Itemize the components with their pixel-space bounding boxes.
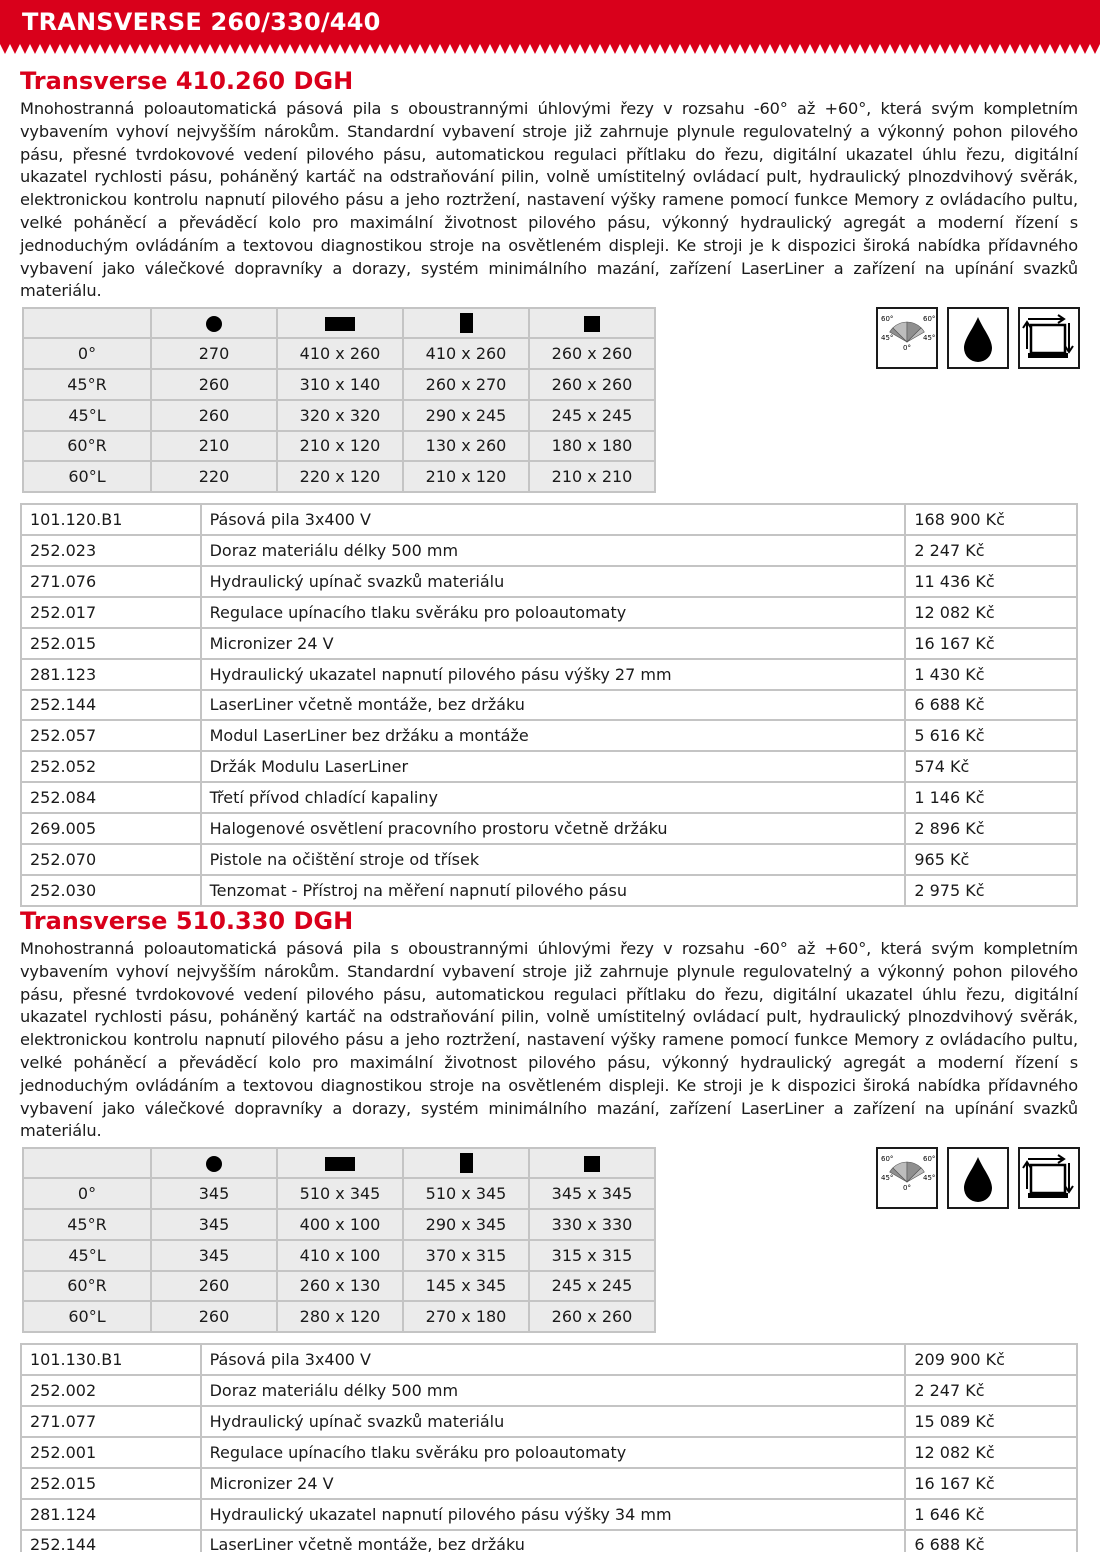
arrow-right	[1028, 1155, 1064, 1163]
article-code: 252.001	[21, 1437, 201, 1468]
article-code: 252.030	[21, 875, 201, 906]
capacity-cell: 260 x 260	[529, 1301, 655, 1332]
angle-label: 0°	[903, 1184, 911, 1193]
capacity-cell: 145 x 345	[403, 1271, 529, 1302]
angle-cell: 45°R	[23, 1209, 151, 1240]
material-clamp-icon	[1018, 1147, 1080, 1209]
article-name: Hydraulický upínač svazků materiálu	[201, 1406, 906, 1437]
capacity-cell: 260 x 270	[403, 369, 529, 400]
capacity-cell: 260	[151, 1271, 277, 1302]
article-price: 1 646 Kč	[905, 1499, 1077, 1530]
price-row	[21, 535, 1077, 566]
cutting-row	[23, 1271, 655, 1302]
price-row	[21, 844, 1077, 875]
article-code: 271.077	[21, 1406, 201, 1437]
capacity-cell: 270 x 180	[403, 1301, 529, 1332]
capacity-cell: 320 x 320	[277, 400, 403, 431]
article-price: 2 247 Kč	[905, 1375, 1077, 1406]
capacity-cell: 315 x 315	[529, 1240, 655, 1271]
upright-bar-icon	[460, 313, 473, 333]
capacity-cell: 290 x 345	[403, 1209, 529, 1240]
article-name: Pásová pila 3x400 V	[201, 504, 906, 535]
article-name: Doraz materiálu délky 500 mm	[201, 535, 906, 566]
cutting-table-body	[23, 1178, 655, 1332]
price-row	[21, 1406, 1077, 1437]
angle-label: 60°	[923, 1155, 936, 1164]
cutting-row	[23, 1178, 655, 1209]
angle-label: 0°	[903, 344, 911, 353]
upright-bar-icon	[460, 1153, 473, 1173]
angle-label: 45°	[923, 334, 936, 343]
capacity-cell: 410 x 260	[403, 338, 529, 369]
flat-bar-icon	[325, 317, 355, 331]
cutting-row	[23, 369, 655, 400]
article-price: 574 Kč	[905, 751, 1077, 782]
article-price: 16 167 Kč	[905, 628, 1077, 659]
article-name: Halogenové osvětlení pracovního prostoru včetně držáku	[201, 813, 906, 844]
angle-range-icon	[876, 1147, 938, 1209]
article-price: 1 430 Kč	[905, 659, 1077, 690]
article-name: Pistole na očištění stroje od třísek	[201, 844, 906, 875]
article-code: 101.130.B1	[21, 1344, 201, 1375]
angle-cell: 45°L	[23, 1240, 151, 1271]
article-code: 252.144	[21, 1530, 201, 1552]
cutting-capacity-table	[22, 1147, 656, 1333]
angle-header-cell	[23, 308, 151, 338]
angle-label: 45°	[923, 1174, 936, 1183]
article-code: 281.124	[21, 1499, 201, 1530]
capacity-cell: 410 x 100	[277, 1240, 403, 1271]
angle-range-icon	[876, 307, 938, 369]
capacity-cell: 260 x 130	[277, 1271, 403, 1302]
feature-icons	[876, 307, 1080, 369]
capacity-cell: 290 x 245	[403, 400, 529, 431]
article-name: Doraz materiálu délky 500 mm	[201, 1375, 906, 1406]
capacity-cell: 370 x 315	[403, 1240, 529, 1271]
angle-label: 60°	[923, 315, 936, 324]
article-code: 252.144	[21, 690, 201, 721]
flat-bar-icon	[325, 1157, 355, 1171]
article-code: 252.017	[21, 597, 201, 628]
article-price: 6 688 Kč	[905, 1530, 1077, 1552]
capacity-cell: 130 x 260	[403, 431, 529, 462]
capacity-cell: 260	[151, 369, 277, 400]
cutting-capacity-table	[22, 307, 656, 493]
cutting-capacity-area	[20, 303, 1078, 503]
clamp-base	[1028, 1193, 1068, 1198]
square-bar-icon	[584, 1156, 600, 1172]
capacity-cell: 220	[151, 461, 277, 492]
angle-cell: 45°R	[23, 369, 151, 400]
price-row	[21, 659, 1077, 690]
price-row	[21, 1437, 1077, 1468]
cutting-table-header	[23, 308, 655, 338]
price-row	[21, 782, 1077, 813]
angle-label: 45°	[881, 1174, 894, 1183]
page-banner	[0, 0, 1100, 60]
article-name: LaserLiner včetně montáže, bez držáku	[201, 1530, 906, 1552]
article-code: 252.070	[21, 844, 201, 875]
article-price: 2 247 Kč	[905, 535, 1077, 566]
coolant-drop-icon	[947, 307, 1009, 369]
capacity-cell: 260 x 260	[529, 338, 655, 369]
angle-label: 60°	[881, 315, 894, 324]
cutting-row	[23, 431, 655, 462]
capacity-cell: 510 x 345	[403, 1178, 529, 1209]
article-price: 2 975 Kč	[905, 875, 1077, 906]
article-name: LaserLiner včetně montáže, bez držáku	[201, 690, 906, 721]
article-code: 252.052	[21, 751, 201, 782]
article-code: 252.015	[21, 1468, 201, 1499]
article-price: 6 688 Kč	[905, 690, 1077, 721]
arrow-right	[1028, 315, 1064, 323]
drop-shape	[964, 1157, 992, 1202]
cutting-row	[23, 400, 655, 431]
cutting-table-body	[23, 338, 655, 492]
drop-shape	[964, 317, 992, 362]
angle-header-cell	[23, 1148, 151, 1178]
product-section-1	[20, 66, 1078, 907]
article-name: Pásová pila 3x400 V	[201, 1344, 906, 1375]
article-price: 12 082 Kč	[905, 1437, 1077, 1468]
price-row	[21, 690, 1077, 721]
article-code: 252.002	[21, 1375, 201, 1406]
article-price: 168 900 Kč	[905, 504, 1077, 535]
angle-cell: 60°L	[23, 461, 151, 492]
angle-cell: 60°L	[23, 1301, 151, 1332]
price-row	[21, 566, 1077, 597]
article-price: 209 900 Kč	[905, 1344, 1077, 1375]
cutting-row	[23, 1240, 655, 1271]
article-code: 252.057	[21, 720, 201, 751]
capacity-cell: 210 x 120	[277, 431, 403, 462]
article-name: Regulace upínacího tlaku svěráku pro poloautomaty	[201, 1437, 906, 1468]
price-table	[20, 1343, 1078, 1552]
angle-cell: 60°R	[23, 1271, 151, 1302]
capacity-cell: 260	[151, 400, 277, 431]
capacity-cell: 260	[151, 1301, 277, 1332]
product-description: Mnohostranná poloautomatická pásová pila s oboustrannými úhlovými řezy v rozsahu -60° až +60°, která svým kompletním vybavením vyhoví nejvyšším nárokům. Standardní vybavení stroje již zahrnuje plynule regulovatelný a výkonný pohon pilového pásu, přesné tvrdokovové vedení pilového pásu, automatickou regulaci přítlaku do řezu, digitální ukazatel úhlu řezu, digitální ukazatel rychlosti pásu, poháněný kartáč na odstraňování pilin, volně umístitelný ovládací pult, hydraulický plnozdvihový svěrák, elektronickou kontrolu napnutí pilového pásu a jeho roztržení, nastavení výšky ramene pomocí funkce Memory z ovládacího pultu, velké poháněcí a převáděcí kolo pro maximální životnost pilového pásu, výkonný hydraulický agregát a moderní řízení s jednoduchým ovládáním a textovou diagnostikou stroje na osvětleném displeji. Ke stroji je k dispozici široká nabídka přídavného vybavení jako válečkové dopravníky a dorazy, systém minimálního mazání, zařízení LaserLiner a zařízení na upínání svazků materiálu.	[20, 939, 1078, 1141]
angle-cell: 45°L	[23, 400, 151, 431]
article-price: 2 896 Kč	[905, 813, 1077, 844]
capacity-cell: 260 x 260	[529, 369, 655, 400]
article-name: Regulace upínacího tlaku svěráku pro poloautomaty	[201, 597, 906, 628]
article-name: Třetí přívod chladící kapaliny	[201, 782, 906, 813]
article-name: Modul LaserLiner bez držáku a montáže	[201, 720, 906, 751]
capacity-cell: 345 x 345	[529, 1178, 655, 1209]
price-row	[21, 720, 1077, 751]
clamp-base	[1028, 353, 1068, 358]
capacity-cell: 210	[151, 431, 277, 462]
price-table	[20, 503, 1078, 907]
article-price: 1 146 Kč	[905, 782, 1077, 813]
capacity-cell: 310 x 140	[277, 369, 403, 400]
angle-label: 60°	[881, 1155, 894, 1164]
clamp-frame	[1031, 1165, 1065, 1193]
capacity-cell: 410 x 260	[277, 338, 403, 369]
feature-icons	[876, 1147, 1080, 1209]
article-code: 271.076	[21, 566, 201, 597]
capacity-cell: 345	[151, 1209, 277, 1240]
article-price: 16 167 Kč	[905, 1468, 1077, 1499]
capacity-cell: 210 x 120	[403, 461, 529, 492]
price-row	[21, 1344, 1077, 1375]
material-clamp-icon	[1018, 307, 1080, 369]
capacity-cell: 245 x 245	[529, 400, 655, 431]
article-name: Micronizer 24 V	[201, 628, 906, 659]
capacity-cell: 210 x 210	[529, 461, 655, 492]
article-price: 12 082 Kč	[905, 597, 1077, 628]
angle-label: 45°	[881, 334, 894, 343]
capacity-cell: 280 x 120	[277, 1301, 403, 1332]
article-price: 11 436 Kč	[905, 566, 1077, 597]
round-bar-icon	[206, 1156, 222, 1172]
price-row	[21, 1530, 1077, 1552]
capacity-cell: 510 x 345	[277, 1178, 403, 1209]
coolant-drop-icon	[947, 1147, 1009, 1209]
price-row	[21, 875, 1077, 906]
angle-cell: 0°	[23, 338, 151, 369]
capacity-cell: 180 x 180	[529, 431, 655, 462]
article-code: 281.123	[21, 659, 201, 690]
price-row	[21, 597, 1077, 628]
article-code: 101.120.B1	[21, 504, 201, 535]
article-name: Hydraulický upínač svazků materiálu	[201, 566, 906, 597]
article-name: Tenzomat - Přístroj na měření napnutí pilového pásu	[201, 875, 906, 906]
capacity-cell: 330 x 330	[529, 1209, 655, 1240]
product-section-2	[20, 906, 1078, 1552]
price-row	[21, 1468, 1077, 1499]
price-row	[21, 1375, 1077, 1406]
cutting-row	[23, 1209, 655, 1240]
article-name: Micronizer 24 V	[201, 1468, 906, 1499]
price-row	[21, 1499, 1077, 1530]
clamp-frame	[1031, 325, 1065, 353]
cutting-row	[23, 461, 655, 492]
cutting-row	[23, 1301, 655, 1332]
banner-title: TRANSVERSE 260/330/440	[22, 8, 381, 36]
capacity-cell: 270	[151, 338, 277, 369]
angle-cell: 0°	[23, 1178, 151, 1209]
article-code: 252.023	[21, 535, 201, 566]
price-row	[21, 751, 1077, 782]
article-price: 5 616 Kč	[905, 720, 1077, 751]
round-bar-icon	[206, 316, 222, 332]
capacity-cell: 345	[151, 1178, 277, 1209]
price-row	[21, 628, 1077, 659]
price-row	[21, 813, 1077, 844]
product-title: Transverse 510.330 DGH	[20, 907, 354, 935]
article-price: 15 089 Kč	[905, 1406, 1077, 1437]
capacity-cell: 245 x 245	[529, 1271, 655, 1302]
cutting-row	[23, 338, 655, 369]
article-code: 252.015	[21, 628, 201, 659]
product-title: Transverse 410.260 DGH	[20, 67, 354, 95]
article-name: Držák Modulu LaserLiner	[201, 751, 906, 782]
capacity-cell: 400 x 100	[277, 1209, 403, 1240]
price-row	[21, 504, 1077, 535]
product-description: Mnohostranná poloautomatická pásová pila s oboustrannými úhlovými řezy v rozsahu -60° až +60°, která svým kompletním vybavením vyhoví nejvyšším nárokům. Standardní vybavení stroje již zahrnuje plynule regulovatelný a výkonný pohon pilového pásu, přesné tvrdokovové vedení pilového pásu, automatickou regulaci přítlaku do řezu, digitální ukazatel úhlu řezu, digitální ukazatel rychlosti pásu, poháněný kartáč na odstraňování pilin, volně umístitelný ovládací pult, hydraulický plnozdvihový svěrák, elektronickou kontrolu napnutí pilového pásu a jeho roztržení, nastavení výšky ramene pomocí funkce Memory z ovládacího pultu, velké poháněcí a převáděcí kolo pro maximální životnost pilového pásu, výkonný hydraulický agregát a moderní řízení s jednoduchým ovládáním a textovou diagnostikou stroje na osvětleném displeji. Ke stroji je k dispozici široká nabídka přídavného vybavení jako válečkové dopravníky a dorazy, systém minimálního mazání, zařízení LaserLiner a zařízení na upínání svazků materiálu.	[20, 99, 1078, 301]
article-name: Hydraulický ukazatel napnutí pilového pásu výšky 34 mm	[201, 1499, 906, 1530]
capacity-cell: 345	[151, 1240, 277, 1271]
article-name: Hydraulický ukazatel napnutí pilového pásu výšky 27 mm	[201, 659, 906, 690]
article-price: 965 Kč	[905, 844, 1077, 875]
cutting-table-header	[23, 1148, 655, 1178]
square-bar-icon	[584, 316, 600, 332]
article-code: 252.084	[21, 782, 201, 813]
capacity-cell: 220 x 120	[277, 461, 403, 492]
article-code: 269.005	[21, 813, 201, 844]
cutting-capacity-area	[20, 1143, 1078, 1343]
angle-cell: 60°R	[23, 431, 151, 462]
